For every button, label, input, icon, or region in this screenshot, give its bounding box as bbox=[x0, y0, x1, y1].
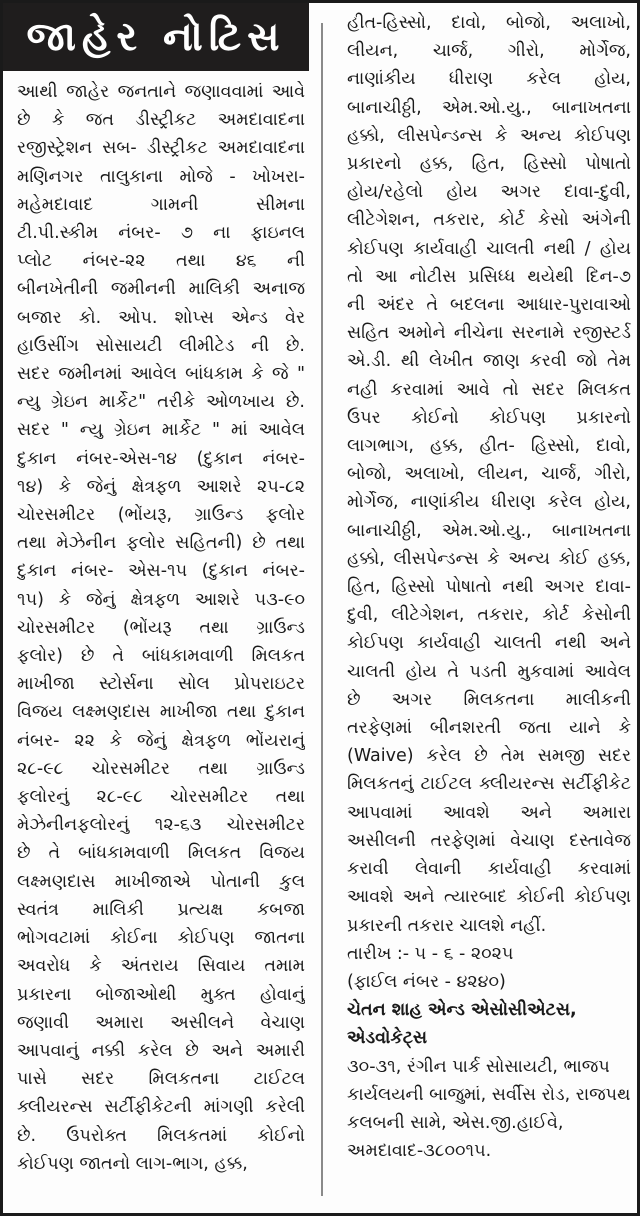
notice-text-line: ચાલતી હોય તે પડતી મુકવામાં આવેલ bbox=[347, 661, 631, 682]
notice-text-line: સદર જમીનમાં આવેલ બાંધકામ કે જે " bbox=[17, 364, 305, 385]
notice-text-line: ૧૫) કે જેનું ક્ષેત્રફળ આશરે ૫૩-૯૦ bbox=[17, 589, 305, 610]
column-divider bbox=[321, 23, 323, 1196]
right-column bbox=[347, 9, 631, 1165]
notice-text-line: હિત, હિસ્સો પોષાતો નથી અગર દાવા- bbox=[347, 577, 631, 598]
notice-text-line: પ્લોટ નંબર-૨૨ તથા ૪૬ ની bbox=[17, 251, 305, 272]
address-line: ૩૦-૩૧, રંગીન પાર્ક સોસાયટી, ભાજપ bbox=[347, 1056, 610, 1077]
notice-text-line: બજાર કો. ઓપ. શોપ્સ એન્ડ વેર bbox=[17, 307, 305, 328]
notice-text-line: હક્કો, લીસપેન્ડન્સ કે અન્ય કોઈ હક્ક, bbox=[347, 548, 631, 569]
notice-text-line: ક્લીયરન્સ સર્ટીફીકેટની માંગણી કરેલી bbox=[17, 1097, 305, 1118]
notice-text-line: અવરોધ કે અંતરાય સિવાય તમામ bbox=[17, 956, 305, 977]
signatory-role: એડવોકેટ્સ bbox=[347, 1028, 428, 1049]
notice-text-line: ભોગવટામાં કોઈના કોઈપણ જાતના bbox=[17, 928, 305, 949]
notice-text-line: કરાવી લેવાની કાર્યવાહી કરવામાં bbox=[347, 859, 631, 880]
notice-text-line: આપવાનું નક્કી કરેલ છે અને અમારી bbox=[17, 1040, 305, 1061]
file-number-line: (ફાઈલ નંબર - ૪૨૪૦) bbox=[347, 971, 506, 992]
notice-text-line: એ.ડી. થી લેખીત જાણ કરવી જો તેમ bbox=[347, 351, 631, 372]
notice-text-line: છે કે જત ડીસ્ટ્રીકટ અમદાવાદના bbox=[17, 110, 305, 131]
notice-text-line: કોઈપણ કાર્યવાહી ચાલતી નથી / હોય bbox=[347, 238, 631, 259]
date-line: તારીખ :- ૫ - ૬ - ૨૦૨૫ bbox=[347, 943, 514, 964]
notice-text-line: નહી કરવામાં આવે તો સદર મિલકત bbox=[347, 379, 631, 400]
notice-text-line: મિલકતનું ટાઈટલ ક્લીયરન્સ સર્ટીફીકેટ bbox=[347, 774, 631, 795]
address-line: કલબની સામે, એસ.જી.હાઈવે, bbox=[347, 1112, 564, 1133]
notice-text-line: હાઉસીંગ સોસાયટી લીમીટેડ ની છે. bbox=[17, 335, 305, 356]
notice-text-line: દુકાન નંબર- એસ-૧૫ (દુકાન નંબર- bbox=[17, 561, 305, 582]
notice-text-line: અસીલની તરફેણમાં વેચાણ દસ્તાવેજ bbox=[347, 830, 631, 851]
notice-text-line: ૨૮-૯૮ ચોરસમીટર તથા ગ્રાઉન્ડ bbox=[17, 758, 305, 779]
notice-text-line: પ્રકારની તકરાર ચાલશે નહીં. bbox=[347, 915, 547, 936]
address-line: કાર્યલયની બાજુમાં, સર્વીસ રોડ, રાજપથ bbox=[347, 1084, 631, 1105]
notice-text-line: મોર્ગેજ, નાણાંકીય ધીરાણ કરેલ હોય, bbox=[347, 492, 631, 513]
notice-text-line: હીત-હિસ્સો, દાવો, બોજો, અલાખો, bbox=[347, 13, 631, 33]
notice-text-line: છે. ઉપરોક્ત મિલકતમાં કોઈનો bbox=[17, 1125, 305, 1146]
notice-text-line: હક્કો, લીસપેન્ડન્સ કે અન્ય કોઈપણ bbox=[347, 125, 631, 146]
notice-text-line: જણાવી અમારા અસીલને વેચાણ bbox=[17, 1012, 305, 1033]
notice-text-line: દુવી, લીટેગેશન, તકરાર, કોર્ટ કેસોની bbox=[347, 605, 631, 626]
notice-text-line: ન્યુ ગ્રેઇન માર્કેટ" તરીકે ઓળખાય છે. bbox=[17, 392, 305, 413]
notice-title: જાહેર નોટિસ bbox=[26, 14, 286, 60]
notice-text-line: રજીસ્ટ્રેશન સબ- ડીસ્ટ્રીકટ અમદાવાદના bbox=[17, 138, 305, 159]
notice-text-line: ટી.પી.સ્કીમ નંબર- ૭ ના ફાઇનલ bbox=[17, 223, 305, 244]
notice-text-line: પાસે સદર મિલકતના ટાઈટલ bbox=[17, 1069, 305, 1090]
notice-text-line: વિજય લક્ષ્મણદાસ માખીજા તથા દુકાન bbox=[17, 702, 305, 723]
notice-text-line: તો આ નોટીસ પ્રસિધ્ધ થયેથી દિન-૭ bbox=[347, 266, 631, 287]
notice-text-line: દુકાન નંબર-એસ-૧૪ (દુકાન નંબર- bbox=[17, 448, 305, 469]
notice-text-line: માખીજા સ્ટોર્સના સોલ પ્રોપરાઇટર bbox=[17, 674, 305, 695]
notice-text-line: સદર " ન્યુ ગ્રેઇન માર્કેટ " માં આવેલ bbox=[17, 420, 305, 441]
notice-text-line: પ્રકારનો હક્ક, હિત, હિસ્સો પોષાતો bbox=[347, 154, 631, 175]
notice-text-line: કોઈપણ કાર્યવાહી ચાલતી નથી અને bbox=[347, 633, 631, 654]
notice-text-line: મેઝેનીનફલોરનું ૧૨-૬૩ ચોરસમીટર bbox=[17, 815, 305, 836]
notice-text-line: ફલોરનું ૨૮-૯૮ ચોરસમીટર તથા bbox=[17, 787, 305, 808]
notice-text-line: લક્ષ્મણદાસ માખીજાએ પોતાની કુલ bbox=[17, 871, 305, 892]
notice-text-line: નાણાંકીય ધીરાણ કરેલ હોય, bbox=[347, 69, 631, 90]
left-column bbox=[17, 78, 305, 1178]
notice-text-line: આપવામાં આવશે અને અમારા bbox=[347, 802, 631, 823]
notice-text-line: છે અગર મિલકતના માલીકની bbox=[347, 689, 631, 710]
notice-text-line: પ્રકારના બોજાઓથી મુક્ત હોવાનું bbox=[17, 984, 305, 1005]
notice-text-line: આવશે અને ત્યારબાદ કોઈની કોઈપણ bbox=[347, 887, 631, 908]
notice-text-line: બાનાચીઠ્ઠી, એમ.ઓ.યુ., બાનાખતના bbox=[347, 520, 631, 541]
notice-text-line: ઉપર કોઈનો કોઈપણ પ્રકારનો bbox=[347, 407, 631, 428]
notice-text-line: સહિત અમોને નીચેના સરનામે રજીસ્ટર્ડ bbox=[347, 323, 631, 344]
notice-text-line: મણિનગર તાલુકાના મોજે - ખોખરા- bbox=[17, 166, 305, 187]
address-line: અમદાવાદ-૩૮૦૦૧૫. bbox=[347, 1141, 492, 1162]
notice-text-line: લીટેગેશન, તકરાર, કોર્ટ કેસો અંગેની bbox=[347, 210, 631, 231]
signatory-firm: ચેતન શાહ એન્ડ એસોસીએટસ, bbox=[347, 1000, 577, 1021]
notice-text-line: ૧૪) કે જેનું ક્ષેત્રફળ આશરે ૨૫-૮૨ bbox=[17, 476, 305, 497]
notice-text-line: આથી જાહેર જનતાને જણાવવામાં આવે bbox=[17, 82, 305, 102]
notice-text-line: ફલોર) છે તે બાંધકામવાળી મિલકત bbox=[17, 646, 305, 667]
notice-text-line: કોઈપણ જાતનો લાગ-ભાગ, હક્ક, bbox=[17, 1153, 248, 1174]
notice-text-line: સ્વતંત્ર માલિકી પ્રત્યક્ષ કબજા bbox=[17, 899, 305, 920]
notice-text-line: બોજો, અલાખો, લીયન, ચાર્જ, ગીરો, bbox=[347, 464, 631, 485]
notice-text-line: બાનાચીઠ્ઠી, એમ.ઓ.યુ., બાનાખતના bbox=[347, 97, 631, 118]
notice-text-line: લાગભાગ, હક્ક, હીત- હિસ્સો, દાવો, bbox=[347, 436, 631, 457]
notice-text-line: તથા મેઝેનીન ફલોર સહિતની) છે તથા bbox=[17, 533, 305, 554]
notice-text-line: લીયન, ચાર્જ, ગીરો, મોર્ગેજ, bbox=[347, 41, 631, 62]
notice-text-line: છે તે બાંધકામવાળી મિલકત વિજય bbox=[17, 843, 305, 864]
notice-header bbox=[3, 3, 309, 71]
notice-text-line: હોય/રહેલો હોય અગર દાવા-દુવી, bbox=[347, 182, 631, 203]
notice-text-line: મહેમદાવાદ ગામની સીમના bbox=[17, 194, 305, 215]
notice-text-line: ની અંદર તે બદલના આધાર-પુરાવાઓ bbox=[347, 295, 631, 316]
notice-text-line: ચોરસમીટર (ભોંયરૂ, ગ્રાઉન્ડ ફલોર bbox=[17, 505, 305, 526]
notice-text-line: તરફેણમાં બીનશરતી જતા યાને કે bbox=[347, 718, 631, 739]
notice-text-line: બીનખેતીની જમીનની માલિકી અનાજ bbox=[17, 279, 305, 300]
notice-text-line: નંબર- ૨૨ કે જેનું ક્ષેત્રફળ ભોંયરાનું bbox=[17, 730, 305, 751]
notice-text-line: (Waive) કરેલ છે તેમ સમજી સદર bbox=[347, 746, 631, 767]
notice-text-line: ચોરસમીટર (ભોંયરૂ તથા ગ્રાઉન્ડ bbox=[17, 617, 305, 638]
